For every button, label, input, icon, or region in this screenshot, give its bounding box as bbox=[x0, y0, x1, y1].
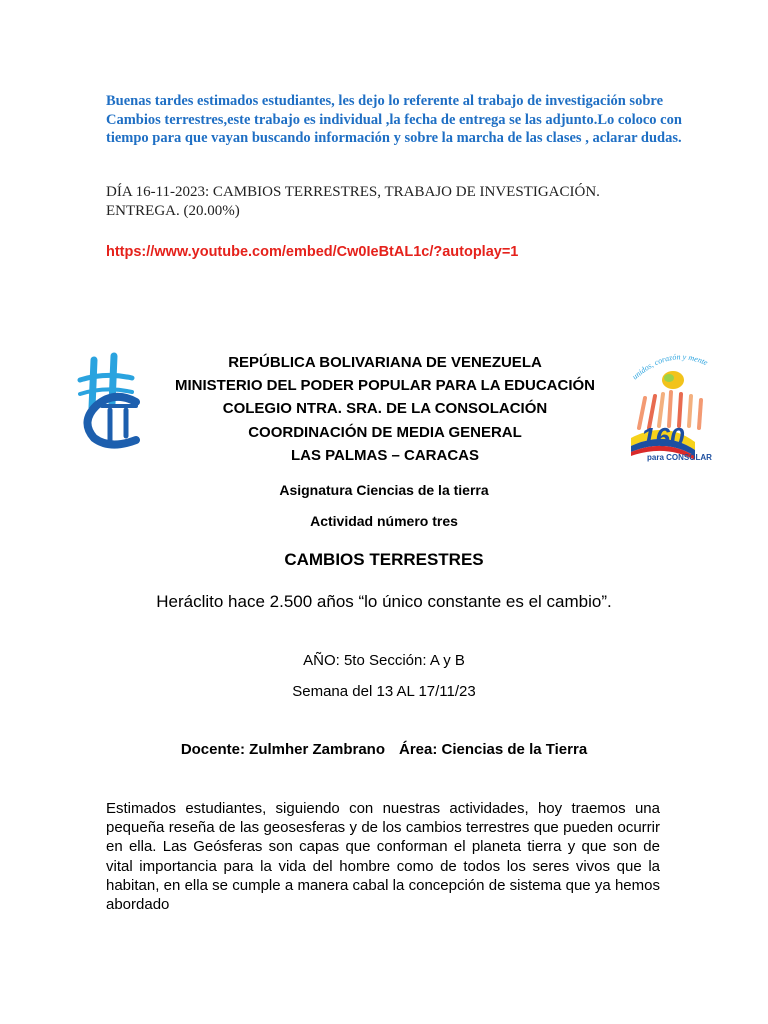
header-line-location: LAS PALMAS – CARACAS bbox=[290, 446, 480, 464]
teacher-area-line bbox=[0, 741, 768, 758]
header-line-school: COLEGIO NTRA. SRA. DE LA CONSOLACIÓN bbox=[222, 400, 548, 418]
school-logo bbox=[66, 350, 156, 455]
subject-line: Asignatura Ciencias de la tierra bbox=[279, 482, 489, 498]
logo-tagline: para CONSOLAR bbox=[647, 453, 712, 462]
institution-header bbox=[150, 351, 620, 467]
logo-motto: unidos, corazón y mente bbox=[630, 352, 710, 382]
heraclitus-quote: Heráclito hace 2.500 años “lo único constante es el cambio”. bbox=[156, 592, 612, 611]
intro-message: Buenas tardes estimados estudiantes, les dejo lo referente al trabajo de investigación sobre Cambios terrestres,este trabajo es individual ,la fecha de entrega se las adjunto.Lo coloco con tiempo para que vayan buscando información y sobre la marcha de las clases , aclarar dudas. bbox=[106, 93, 682, 146]
subject-area: Área: Ciencias de la Tierra bbox=[399, 741, 588, 758]
activity-line: Actividad número tres bbox=[310, 513, 458, 529]
youtube-link[interactable]: https://www.youtube.com/embed/Cw0IeBtAL1c/?autoplay=1 bbox=[106, 244, 519, 260]
logo-number: 160 bbox=[641, 422, 685, 452]
header-line-ministry: MINISTERIO DEL PODER POPULAR PARA LA EDUCACIÓN bbox=[174, 377, 596, 395]
teacher-name: Docente: Zulmher Zambrano bbox=[180, 741, 386, 758]
document-title: CAMBIOS TERRESTRES bbox=[284, 550, 484, 569]
year-section: AÑO: 5to Sección: A y B bbox=[303, 652, 465, 669]
week-range: Semana del 13 AL 17/11/23 bbox=[292, 683, 476, 700]
due-date-line: DÍA 16-11-2023: CAMBIOS TERRESTRES, TRABAJO DE INVESTIGACIÓN. ENTREGA. (20.00%) bbox=[106, 184, 600, 219]
header-line-country: REPÚBLICA BOLIVARIANA DE VENEZUELA bbox=[228, 354, 542, 371]
body-paragraph: Estimados estudiantes, siguiendo con nuestras actividades, hoy traemos una pequeña reseña de las geosesferas y de los cambios terrestres que pueden ocurrir en ella. Las Geósferas son capas que conforman el planeta tierra y que son de vital importancia para la vida del hombre como de todos los seres vivos que la habitan, en ella se cumple a manera cabal la concepción de sistema que ya hemos abordado bbox=[106, 800, 660, 914]
header-line-coordination: COORDINACIÓN DE MEDIA GENERAL bbox=[248, 423, 522, 441]
anniversary-logo bbox=[625, 346, 720, 464]
